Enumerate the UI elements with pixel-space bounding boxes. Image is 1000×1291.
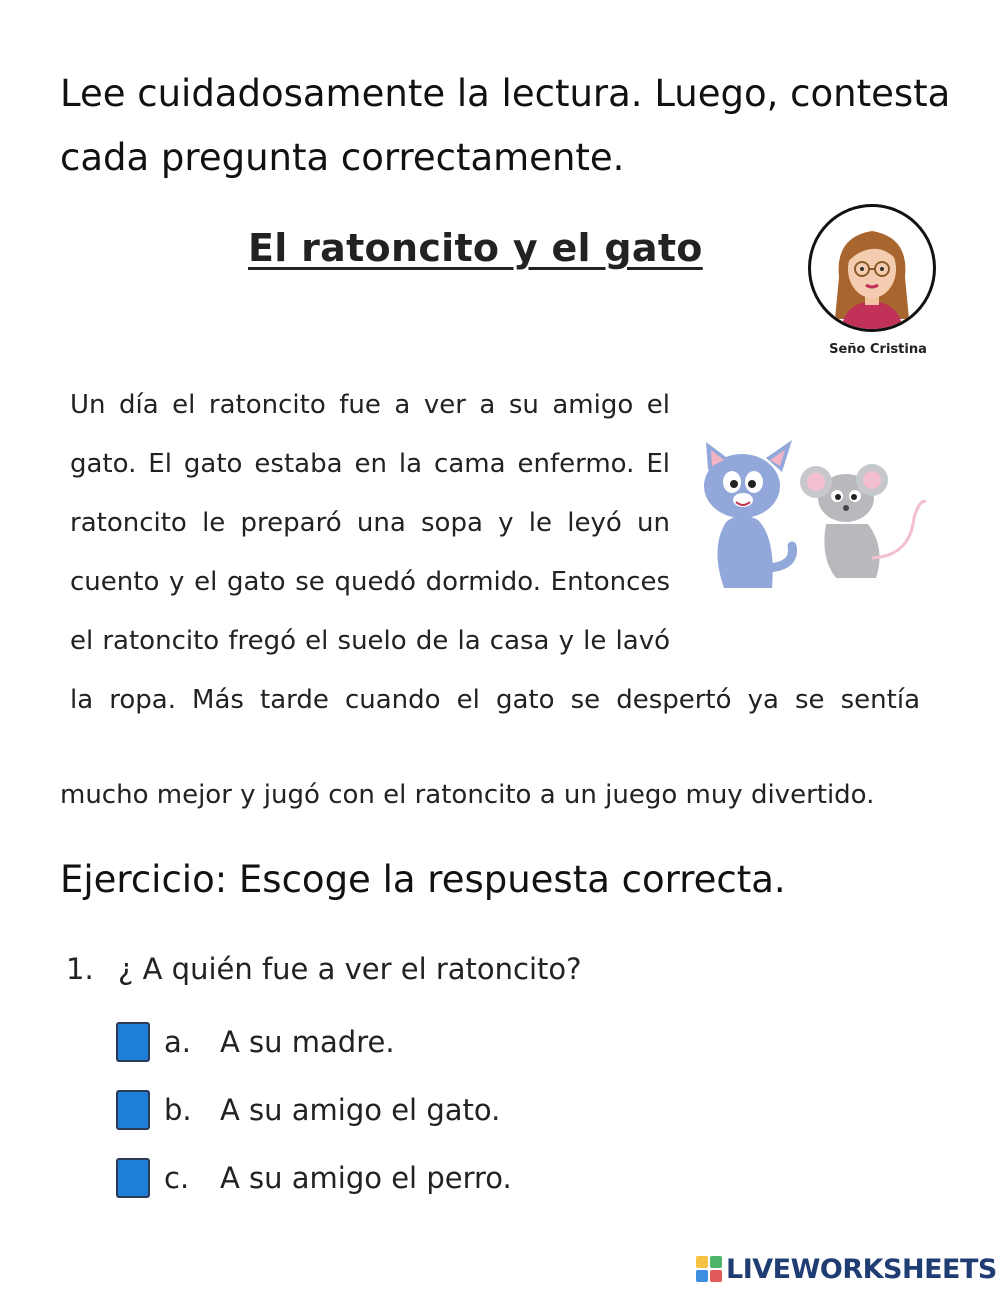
option-letter-c: c. bbox=[164, 1161, 190, 1195]
story-line-5: el ratoncito fregó el suelo de la casa y le lavó bbox=[70, 626, 670, 656]
logo-text: LIVEWORKSHEETS bbox=[726, 1253, 997, 1285]
story-title: El ratoncito y el gato bbox=[248, 226, 703, 270]
question-number: 1. bbox=[66, 952, 94, 986]
story-line-7: mucho mejor y jugó con el ratoncito a un juego muy divertido. bbox=[60, 780, 875, 810]
instructions: Lee cuidadosamente la lectura. Luego, contesta cada pregunta correctamente. bbox=[60, 72, 951, 179]
answer-checkbox-c[interactable] bbox=[116, 1158, 150, 1198]
answer-checkbox-b[interactable] bbox=[116, 1090, 150, 1130]
liveworksheets-logo bbox=[696, 1254, 997, 1284]
option-c[interactable] bbox=[116, 1156, 512, 1200]
answer-checkbox-a[interactable] bbox=[116, 1022, 150, 1062]
option-letter-b: b. bbox=[164, 1093, 192, 1127]
option-a[interactable] bbox=[116, 1020, 395, 1064]
option-text-b: A su amigo el gato. bbox=[220, 1093, 501, 1127]
avatar-caption: Seño Cristina bbox=[829, 342, 927, 357]
option-text-a: A su madre. bbox=[220, 1025, 395, 1059]
option-text-c: A su amigo el perro. bbox=[220, 1161, 512, 1195]
logo-blocks-icon bbox=[696, 1256, 722, 1282]
story-line-2: gato. El gato estaba en la cama enfermo. El bbox=[70, 449, 670, 479]
story-line-1: Un día el ratoncito fue a ver a su amigo el bbox=[70, 390, 670, 420]
question-text: ¿ A quién fue a ver el ratoncito? bbox=[118, 952, 582, 986]
story-line-4: cuento y el gato se quedó dormido. Entonces bbox=[70, 567, 670, 597]
option-letter-a: a. bbox=[164, 1025, 191, 1059]
exercise-heading: Ejercicio: Escoge la respuesta correcta. bbox=[60, 858, 786, 901]
story-line-6: la ropa. Más tarde cuando el gato se despertó ya se sentía bbox=[70, 685, 920, 715]
option-b[interactable] bbox=[116, 1088, 500, 1132]
cat-and-mouse-icon bbox=[696, 438, 928, 598]
story-line-3: ratoncito le preparó una sopa y le leyó un bbox=[70, 508, 670, 538]
question-1 bbox=[66, 952, 582, 986]
teacher-avatar-icon bbox=[808, 204, 936, 332]
